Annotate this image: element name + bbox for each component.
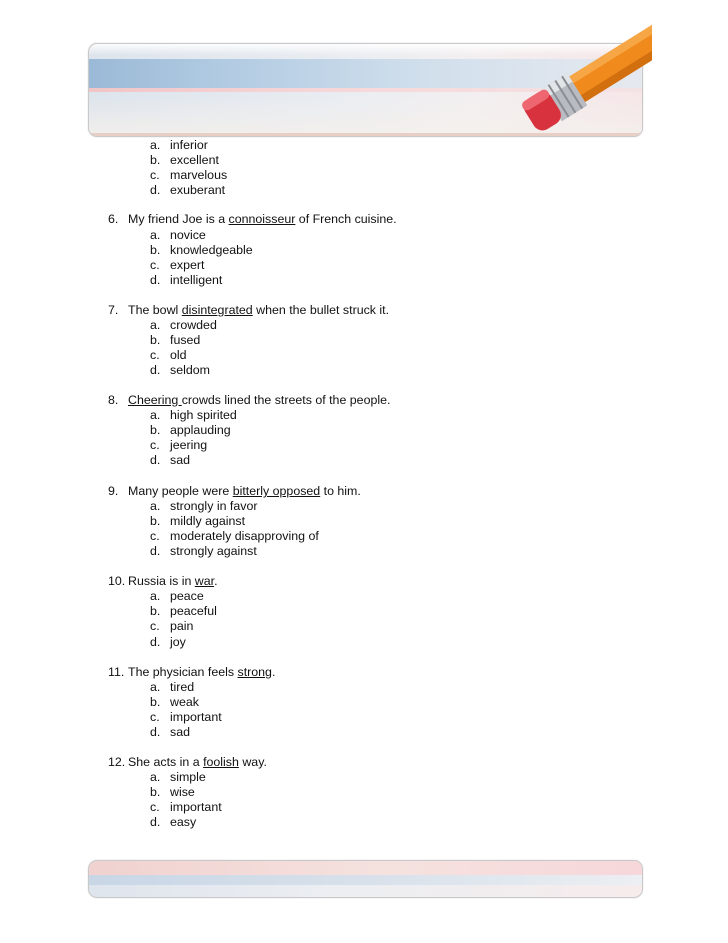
question-stem: Cheering crowds lined the streets of the people. [128, 393, 391, 407]
keyword: war [194, 574, 215, 588]
keyword: foolish [203, 755, 239, 769]
question-stem: Russia is in war. [128, 574, 218, 588]
footer-banner [88, 860, 643, 898]
quiz-content: a. inferior b. excellent c. marvelous d. exuberant 6. My friend Joe is a connoisseur of French cuisine. a. novice b. knowledgeable c. expert d. intelligent 7. The bowl disintegrated when the bullet struck it. a. crowded b. fused c. old d. seldom 8. Cheering crowds lined the streets of the people. a. high spirited b. applauding c. jeering d. sad 9. Many people were bitterly opposed to him. a. strongly in favor b. mildly against c. moderately disapproving of d. strongly against 10. Russia is in war. a. peace b. peaceful c. pain d. joy 11. The physician feels strong. a. tired b. weak c. important d. sad 12. She acts in a foolish way. a. simple b. wise c. important d. easy [108, 138, 397, 829]
keyword: bitterly opposed [232, 484, 321, 498]
question-stem: The physician feels strong. [128, 665, 276, 679]
question-stem: My friend Joe is a connoisseur of French cuisine. [128, 212, 397, 226]
keyword: strong [237, 665, 272, 679]
question-stem: She acts in a foolish way. [128, 755, 267, 769]
keyword: connoisseur [228, 212, 296, 226]
keyword: Cheering [128, 393, 182, 407]
keyword: disintegrated [181, 303, 253, 317]
question-stem: The bowl disintegrated when the bullet struck it. [128, 303, 390, 317]
question-stem: Many people were bitterly opposed to him. [128, 484, 361, 498]
